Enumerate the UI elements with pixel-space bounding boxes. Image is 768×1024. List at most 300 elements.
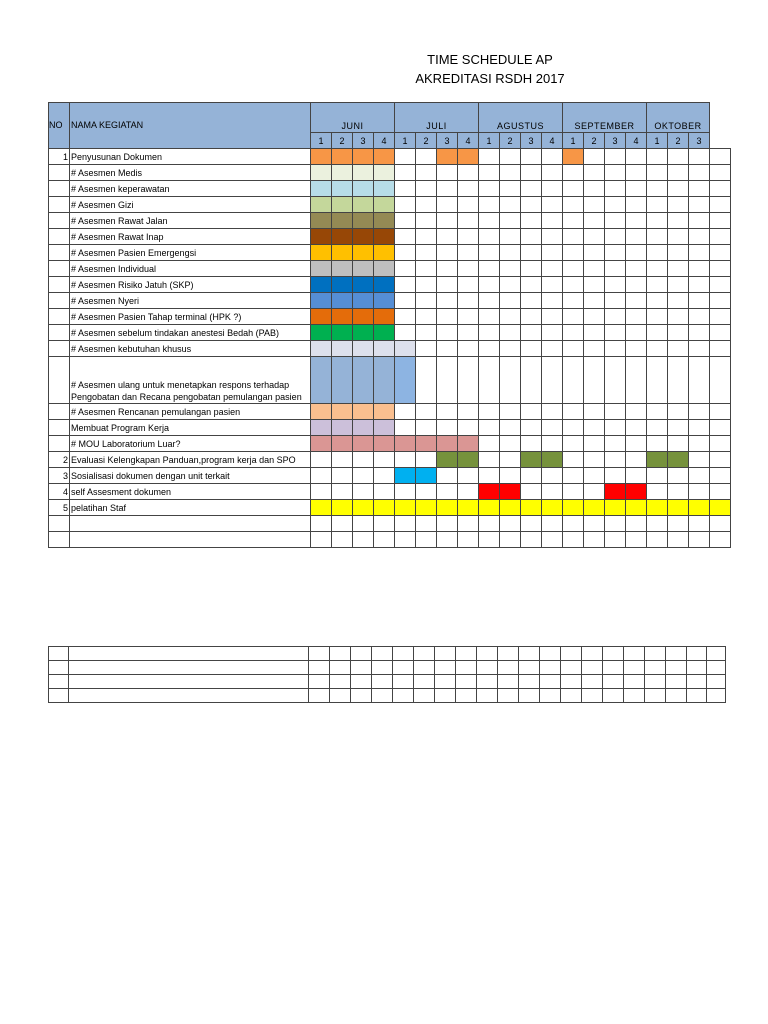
schedule-cell (437, 197, 458, 213)
blank-cell (561, 689, 582, 703)
blank-cell (435, 661, 456, 675)
schedule-cell (332, 484, 353, 500)
row-number (49, 532, 70, 548)
schedule-cell (584, 309, 605, 325)
schedule-cell (563, 229, 584, 245)
schedule-cell (332, 516, 353, 532)
schedule-cell (437, 357, 458, 404)
schedule-cell (689, 468, 710, 484)
blank-cell (603, 675, 624, 689)
month-header: JULI (395, 103, 479, 133)
blank-cell (498, 647, 519, 661)
schedule-cell (374, 500, 395, 516)
activity-name: # Asesmen Rawat Jalan (70, 213, 311, 229)
activity-name (70, 532, 311, 548)
schedule-cell (500, 404, 521, 420)
blank-cell (393, 661, 414, 675)
blank-cell (540, 647, 561, 661)
blank-cell (414, 661, 435, 675)
schedule-cell (563, 484, 584, 500)
schedule-cell (605, 293, 626, 309)
schedule-cell (647, 325, 668, 341)
schedule-cell (395, 516, 416, 532)
schedule-cell (437, 341, 458, 357)
schedule-cell (311, 149, 332, 165)
schedule-cell (458, 420, 479, 436)
blank-row (49, 675, 726, 689)
blank-cell (456, 661, 477, 675)
blank-cell (582, 661, 603, 675)
blank-cell (645, 661, 666, 675)
schedule-cell (437, 181, 458, 197)
schedule-cell (668, 261, 689, 277)
schedule-cell (710, 181, 731, 197)
blank-cell (540, 689, 561, 703)
schedule-cell (479, 245, 500, 261)
blank-cell (666, 647, 687, 661)
schedule-cell (416, 165, 437, 181)
schedule-cell (374, 261, 395, 277)
week-number: 3 (605, 133, 626, 149)
week-number: 3 (689, 133, 710, 149)
schedule-cell (542, 404, 563, 420)
schedule-cell (605, 245, 626, 261)
schedule-cell (479, 452, 500, 468)
schedule-cell (563, 420, 584, 436)
schedule-cell (458, 165, 479, 181)
schedule-cell (353, 532, 374, 548)
schedule-cell (332, 404, 353, 420)
schedule-cell (353, 452, 374, 468)
schedule-cell (353, 181, 374, 197)
month-header: JUNI (311, 103, 395, 133)
schedule-cell (710, 436, 731, 452)
schedule-cell (500, 165, 521, 181)
schedule-cell (710, 404, 731, 420)
schedule-cell (437, 420, 458, 436)
schedule-cell (479, 325, 500, 341)
schedule-cell (479, 309, 500, 325)
schedule-cell (521, 516, 542, 532)
schedule-cell (458, 452, 479, 468)
schedule-cell (437, 149, 458, 165)
schedule-cell (395, 293, 416, 309)
schedule-cell (353, 468, 374, 484)
schedule-cell (563, 245, 584, 261)
schedule-cell (353, 277, 374, 293)
row-number (49, 165, 70, 181)
schedule-cell (374, 181, 395, 197)
schedule-cell (374, 404, 395, 420)
activity-name: Membuat Program Kerja (70, 420, 311, 436)
schedule-cell (584, 516, 605, 532)
blank-cell (372, 647, 393, 661)
schedule-cell (311, 325, 332, 341)
schedule-cell (626, 436, 647, 452)
schedule-cell (353, 293, 374, 309)
schedule-cell (437, 245, 458, 261)
blank-cell (414, 689, 435, 703)
schedule-cell (668, 452, 689, 468)
schedule-cell (458, 293, 479, 309)
schedule-cell (437, 213, 458, 229)
schedule-cell (668, 484, 689, 500)
schedule-cell (395, 532, 416, 548)
schedule-cell (521, 341, 542, 357)
schedule-cell (332, 452, 353, 468)
schedule-cell (500, 197, 521, 213)
schedule-cell (458, 229, 479, 245)
row-number (49, 229, 70, 245)
schedule-cell (710, 165, 731, 181)
schedule-cell (647, 149, 668, 165)
schedule-cell (605, 436, 626, 452)
schedule-cell (605, 404, 626, 420)
schedule-cell (710, 500, 731, 516)
schedule-cell (647, 181, 668, 197)
schedule-cell (710, 261, 731, 277)
table-row (49, 468, 731, 484)
week-number: 2 (500, 133, 521, 149)
header-activity: NAMA KEGIATAN (70, 103, 311, 149)
schedule-cell (332, 181, 353, 197)
schedule-cell (689, 357, 710, 404)
row-number (49, 325, 70, 341)
schedule-cell (689, 277, 710, 293)
table-row (49, 357, 731, 404)
row-number (49, 516, 70, 532)
schedule-cell (521, 452, 542, 468)
week-number: 4 (458, 133, 479, 149)
table-row (49, 277, 731, 293)
schedule-cell (605, 197, 626, 213)
schedule-cell (353, 229, 374, 245)
table-row (49, 325, 731, 341)
blank-cell (561, 661, 582, 675)
schedule-cell (563, 197, 584, 213)
schedule-cell (563, 500, 584, 516)
blank-row (49, 661, 726, 675)
schedule-cell (353, 165, 374, 181)
week-number: 4 (626, 133, 647, 149)
schedule-cell (437, 293, 458, 309)
schedule-cell (479, 197, 500, 213)
schedule-cell (542, 532, 563, 548)
schedule-cell (647, 341, 668, 357)
schedule-cell (374, 357, 395, 404)
schedule-cell (584, 165, 605, 181)
schedule-cell (458, 357, 479, 404)
schedule-cell (584, 436, 605, 452)
blank-cell (330, 689, 351, 703)
schedule-cell (437, 261, 458, 277)
schedule-cell (416, 532, 437, 548)
schedule-cell (563, 149, 584, 165)
schedule-cell (416, 436, 437, 452)
schedule-table (48, 102, 731, 548)
schedule-cell (521, 197, 542, 213)
schedule-cell (458, 309, 479, 325)
schedule-cell (605, 420, 626, 436)
schedule-cell (563, 516, 584, 532)
schedule-cell (311, 309, 332, 325)
row-number (49, 420, 70, 436)
schedule-cell (500, 468, 521, 484)
week-number: 1 (563, 133, 584, 149)
schedule-cell (395, 261, 416, 277)
schedule-cell (521, 181, 542, 197)
schedule-cell (500, 213, 521, 229)
schedule-cell (647, 532, 668, 548)
schedule-cell (311, 229, 332, 245)
schedule-cell (563, 181, 584, 197)
schedule-cell (479, 484, 500, 500)
schedule-cell (437, 229, 458, 245)
schedule-cell (521, 468, 542, 484)
blank-cell (372, 689, 393, 703)
schedule-cell (500, 436, 521, 452)
blank-cell (49, 661, 69, 675)
schedule-cell (689, 404, 710, 420)
blank-cell (351, 661, 372, 675)
schedule-cell (647, 436, 668, 452)
row-number (49, 293, 70, 309)
schedule-cell (500, 325, 521, 341)
schedule-cell (542, 468, 563, 484)
schedule-cell (542, 309, 563, 325)
schedule-cell (647, 293, 668, 309)
schedule-cell (479, 165, 500, 181)
schedule-cell (626, 229, 647, 245)
schedule-cell (416, 245, 437, 261)
schedule-cell (668, 309, 689, 325)
table-row (49, 261, 731, 277)
schedule-cell (311, 357, 332, 404)
schedule-cell (416, 420, 437, 436)
schedule-cell (311, 500, 332, 516)
blank-cell (540, 661, 561, 675)
blank-cell (69, 647, 309, 661)
schedule-cell (395, 325, 416, 341)
blank-cell (414, 647, 435, 661)
schedule-cell (710, 452, 731, 468)
schedule-cell (710, 468, 731, 484)
schedule-cell (332, 293, 353, 309)
schedule-cell (542, 325, 563, 341)
row-number: 1 (49, 149, 70, 165)
schedule-cell (626, 532, 647, 548)
schedule-cell (374, 436, 395, 452)
schedule-cell (353, 500, 374, 516)
schedule-cell (689, 229, 710, 245)
schedule-cell (584, 468, 605, 484)
activity-name: # Asesmen Rawat Inap (70, 229, 311, 245)
blank-cell (519, 675, 540, 689)
schedule-cell (710, 293, 731, 309)
schedule-cell (605, 500, 626, 516)
schedule-cell (605, 309, 626, 325)
schedule-cell (500, 261, 521, 277)
week-number: 1 (311, 133, 332, 149)
schedule-cell (332, 357, 353, 404)
schedule-cell (437, 452, 458, 468)
activity-name: Sosialisasi dokumen dengan unit terkait (70, 468, 311, 484)
activity-name: self Assesment dokumen (70, 484, 311, 500)
schedule-cell (542, 293, 563, 309)
schedule-cell (605, 325, 626, 341)
schedule-cell (605, 357, 626, 404)
schedule-cell (689, 420, 710, 436)
schedule-cell (311, 261, 332, 277)
schedule-cell (374, 468, 395, 484)
schedule-cell (626, 516, 647, 532)
blank-cell (603, 647, 624, 661)
table-row (49, 213, 731, 229)
schedule-cell (605, 468, 626, 484)
week-number: 2 (416, 133, 437, 149)
schedule-cell (353, 309, 374, 325)
schedule-cell (479, 341, 500, 357)
schedule-cell (500, 149, 521, 165)
schedule-cell (563, 309, 584, 325)
schedule-cell (689, 293, 710, 309)
schedule-cell (458, 213, 479, 229)
schedule-cell (710, 277, 731, 293)
row-number (49, 213, 70, 229)
schedule-cell (416, 149, 437, 165)
schedule-cell (374, 293, 395, 309)
schedule-cell (542, 484, 563, 500)
schedule-cell (647, 213, 668, 229)
schedule-cell (521, 229, 542, 245)
schedule-cell (374, 197, 395, 213)
schedule-cell (563, 404, 584, 420)
blank-cell (582, 689, 603, 703)
month-header: AGUSTUS (479, 103, 563, 133)
schedule-cell (395, 181, 416, 197)
schedule-cell (668, 436, 689, 452)
schedule-cell (584, 277, 605, 293)
activity-name: # Asesmen Rencanan pemulangan pasien (70, 404, 311, 420)
blank-cell (477, 689, 498, 703)
schedule-cell (668, 341, 689, 357)
week-number: 2 (584, 133, 605, 149)
row-number (49, 277, 70, 293)
schedule-cell (668, 468, 689, 484)
schedule-cell (479, 404, 500, 420)
schedule-cell (668, 245, 689, 261)
schedule-cell (710, 357, 731, 404)
schedule-cell (626, 165, 647, 181)
blank-cell (477, 675, 498, 689)
schedule-cell (458, 325, 479, 341)
blank-cell (372, 675, 393, 689)
schedule-cell (332, 245, 353, 261)
schedule-cell (668, 181, 689, 197)
schedule-cell (437, 404, 458, 420)
schedule-cell (332, 309, 353, 325)
schedule-cell (542, 341, 563, 357)
blank-cell (707, 647, 726, 661)
schedule-cell (395, 468, 416, 484)
activity-name: # MOU Laboratorium Luar? (70, 436, 311, 452)
schedule-cell (689, 516, 710, 532)
schedule-cell (332, 149, 353, 165)
schedule-cell (311, 516, 332, 532)
blank-cell (624, 647, 645, 661)
schedule-cell (605, 484, 626, 500)
schedule-cell (311, 293, 332, 309)
schedule-cell (437, 309, 458, 325)
schedule-cell (374, 149, 395, 165)
schedule-cell (416, 500, 437, 516)
schedule-cell (416, 293, 437, 309)
week-number: 4 (374, 133, 395, 149)
schedule-cell (605, 261, 626, 277)
schedule-cell (311, 165, 332, 181)
schedule-cell (353, 484, 374, 500)
table-row (49, 293, 731, 309)
schedule-cell (542, 165, 563, 181)
blank-cell (561, 647, 582, 661)
blank-cell (582, 647, 603, 661)
blank-cell (519, 689, 540, 703)
schedule-cell (479, 468, 500, 484)
schedule-cell (626, 245, 647, 261)
row-number (49, 404, 70, 420)
blank-cell (603, 689, 624, 703)
row-number (49, 261, 70, 277)
blank-cell (603, 661, 624, 675)
blank-cell (498, 661, 519, 675)
row-number (49, 357, 70, 404)
schedule-cell (710, 516, 731, 532)
schedule-cell (542, 452, 563, 468)
schedule-cell (458, 532, 479, 548)
schedule-cell (395, 213, 416, 229)
schedule-cell (626, 452, 647, 468)
schedule-cell (668, 229, 689, 245)
schedule-cell (689, 452, 710, 468)
week-number: 3 (521, 133, 542, 149)
schedule-cell (689, 436, 710, 452)
schedule-cell (563, 532, 584, 548)
activity-name: # Asesmen kebutuhan khusus (70, 341, 311, 357)
row-number: 4 (49, 484, 70, 500)
schedule-cell (563, 436, 584, 452)
schedule-cell (311, 436, 332, 452)
schedule-cell (710, 484, 731, 500)
schedule-cell (584, 197, 605, 213)
schedule-cell (626, 357, 647, 404)
schedule-cell (500, 516, 521, 532)
activity-name: # Asesmen Pasien Emergengsi (70, 245, 311, 261)
schedule-cell (437, 165, 458, 181)
schedule-cell (458, 500, 479, 516)
blank-cell (393, 689, 414, 703)
schedule-cell (542, 197, 563, 213)
schedule-cell (311, 532, 332, 548)
blank-cell (498, 675, 519, 689)
schedule-cell (521, 357, 542, 404)
schedule-cell (395, 229, 416, 245)
schedule-cell (584, 229, 605, 245)
schedule-cell (626, 213, 647, 229)
blank-cell (519, 647, 540, 661)
schedule-cell (437, 436, 458, 452)
table-row (49, 165, 731, 181)
row-number (49, 309, 70, 325)
